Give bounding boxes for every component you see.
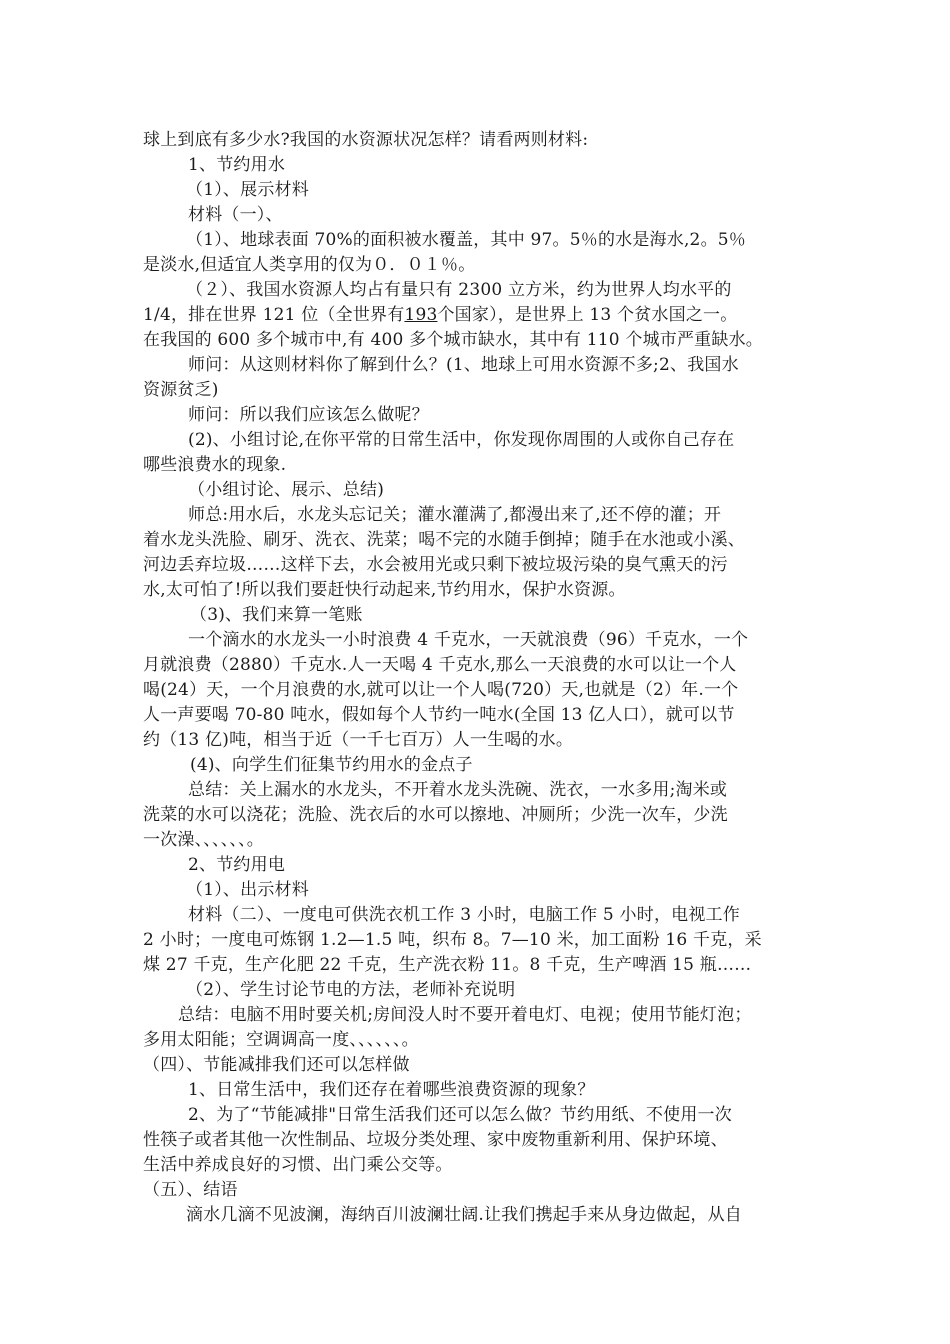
text-line: 着水龙头洗脸、刷牙、洗衣、洗菜；喝不完的水随手倒掉；随手在水池或小溪、 xyxy=(143,530,745,550)
text-segment: 个国家），是世界上 13 个贫水国之一。 xyxy=(437,305,738,325)
text-line: 2、为了“节能减排"日常生活我们还可以怎么做？节约用纸、不使用一次 xyxy=(188,1105,732,1125)
heading-save-water: 1、节约用水 xyxy=(188,155,286,175)
section-heading-4: （四）、节能减排我们还可以怎样做 xyxy=(143,1055,410,1075)
text-line: 滴水几滴不见波澜，海纳百川波澜壮阔.让我们携起手来从身边做起，从自 xyxy=(186,1205,743,1225)
text-line: 2 小时；一度电可炼钢 1.2—1.5 吨，织布 8。7—10 米，加工面粉 16 千克，采 xyxy=(143,930,762,950)
text-line: (2)、小组讨论,在你平常的日常生活中，你发现你周围的人或你自己存在 xyxy=(188,430,735,450)
text-line: 总结：关上漏水的水龙头，不开着水龙头洗碗、洗衣，一水多用;淘米或 xyxy=(188,780,728,800)
text-line: （小组讨论、展示、总结) xyxy=(188,480,385,500)
text-line: 洗菜的水可以浇花；洗脸、洗衣后的水可以擦地、冲厕所；少洗一次车，少洗 xyxy=(143,805,728,825)
text-line: 一次澡、、、、、、。 xyxy=(143,830,264,850)
text-line: 月就浪费（2880）千克水.人一天喝 4 千克水,那么一天浪费的水可以让一个人 xyxy=(143,655,737,675)
text-line: 水,太可怕了!所以我们要赶快行动起来,节约用水，保护水资源。 xyxy=(143,580,626,600)
text-line: 喝(24）天，一个月浪费的水,就可以让一个人喝(720）天,也就是（2）年.一个 xyxy=(143,680,739,700)
text-line: 性筷子或者其他一次性制品、垃圾分类处理、家中废物重新利用、保护环境、 xyxy=(143,1130,728,1150)
text-line: 哪些浪费水的现象. xyxy=(143,455,287,475)
text-line: 师问：从这则材料你了解到什么？(1、地球上可用水资源不多;2、我国水 xyxy=(188,355,739,375)
text-line: （1）、地球表面 70%的面积被水覆盖，其中 97。5％的水是海水,2。5％ xyxy=(186,230,746,250)
text-line: 师总:用水后，水龙头忘记关；灌水灌满了,都漫出来了,还不停的灌；开 xyxy=(188,505,722,525)
text-line: 1、日常生活中，我们还存在着哪些浪费资源的现象？ xyxy=(188,1080,595,1100)
text-line: 一个滴水的水龙头一小时浪费 4 千克水，一天就浪费（96）千克水，一个 xyxy=(188,630,749,650)
section-heading-5: （五）、结语 xyxy=(143,1180,238,1200)
text-line: （3)、我们来算一笔账 xyxy=(190,605,363,625)
text-line: 资源贫乏) xyxy=(143,380,219,400)
text-line: 材料（一）、 xyxy=(188,205,283,225)
text-segment: 1/4，排在世界 121 位（全世界有 xyxy=(143,305,405,325)
text-line: 河边丢弃垃圾……这样下去，水会被用光或只剩下被垃圾污染的臭气熏天的污 xyxy=(143,555,728,575)
text-line: 煤 27 千克，生产化肥 22 千克，生产洗衣粉 11。8 千克，生产啤酒 15 瓶…… xyxy=(143,955,752,975)
underlined-number: 193 xyxy=(404,305,438,325)
text-line: （2）、学生讨论节电的方法，老师补充说明 xyxy=(186,980,516,1000)
text-line: 是淡水,但适宜人类享用的仅为０．０１％。 xyxy=(143,255,476,275)
text-line xyxy=(143,303,737,327)
text-line: （1）、出示材料 xyxy=(186,880,309,900)
text-line: 材料（二）、一度电可供洗衣机工作 3 小时，电脑工作 5 小时，电视工作 xyxy=(188,905,740,925)
text-line: （1）、展示材料 xyxy=(186,180,309,200)
text-line: 生活中养成良好的习惯、出门乘公交等。 xyxy=(143,1155,453,1175)
text-line: 多用太阳能；空调调高一度、、、、、、。 xyxy=(143,1030,419,1050)
text-line: 总结：电脑不用时要关机;房间没人时不要开着电灯、电视；使用节能灯泡； xyxy=(178,1005,752,1025)
text-line: (4)、向学生们征集节约用水的金点子 xyxy=(190,755,473,775)
text-line: 球上到底有多少水?我国的水资源状况怎样？请看两则材料: xyxy=(143,130,589,150)
text-line: 在我国的 600 多个城市中,有 400 多个城市缺水，其中有 110 个城市严重缺水。 xyxy=(143,330,763,350)
text-line: 师问：所以我们应该怎么做呢？ xyxy=(188,405,429,425)
heading-save-electricity: 2、节约用电 xyxy=(188,855,286,875)
text-line: 人一声要喝 70-80 吨水，假如每个人节约一吨水(全国 13 亿人口），就可以节 xyxy=(143,705,735,725)
text-line: 约（13 亿)吨，相当于近（一千七百万）人一生喝的水。 xyxy=(143,730,574,750)
text-line: （２）、我国水资源人均占有量只有 2300 立方米，约为世界人均水平的 xyxy=(186,280,732,300)
